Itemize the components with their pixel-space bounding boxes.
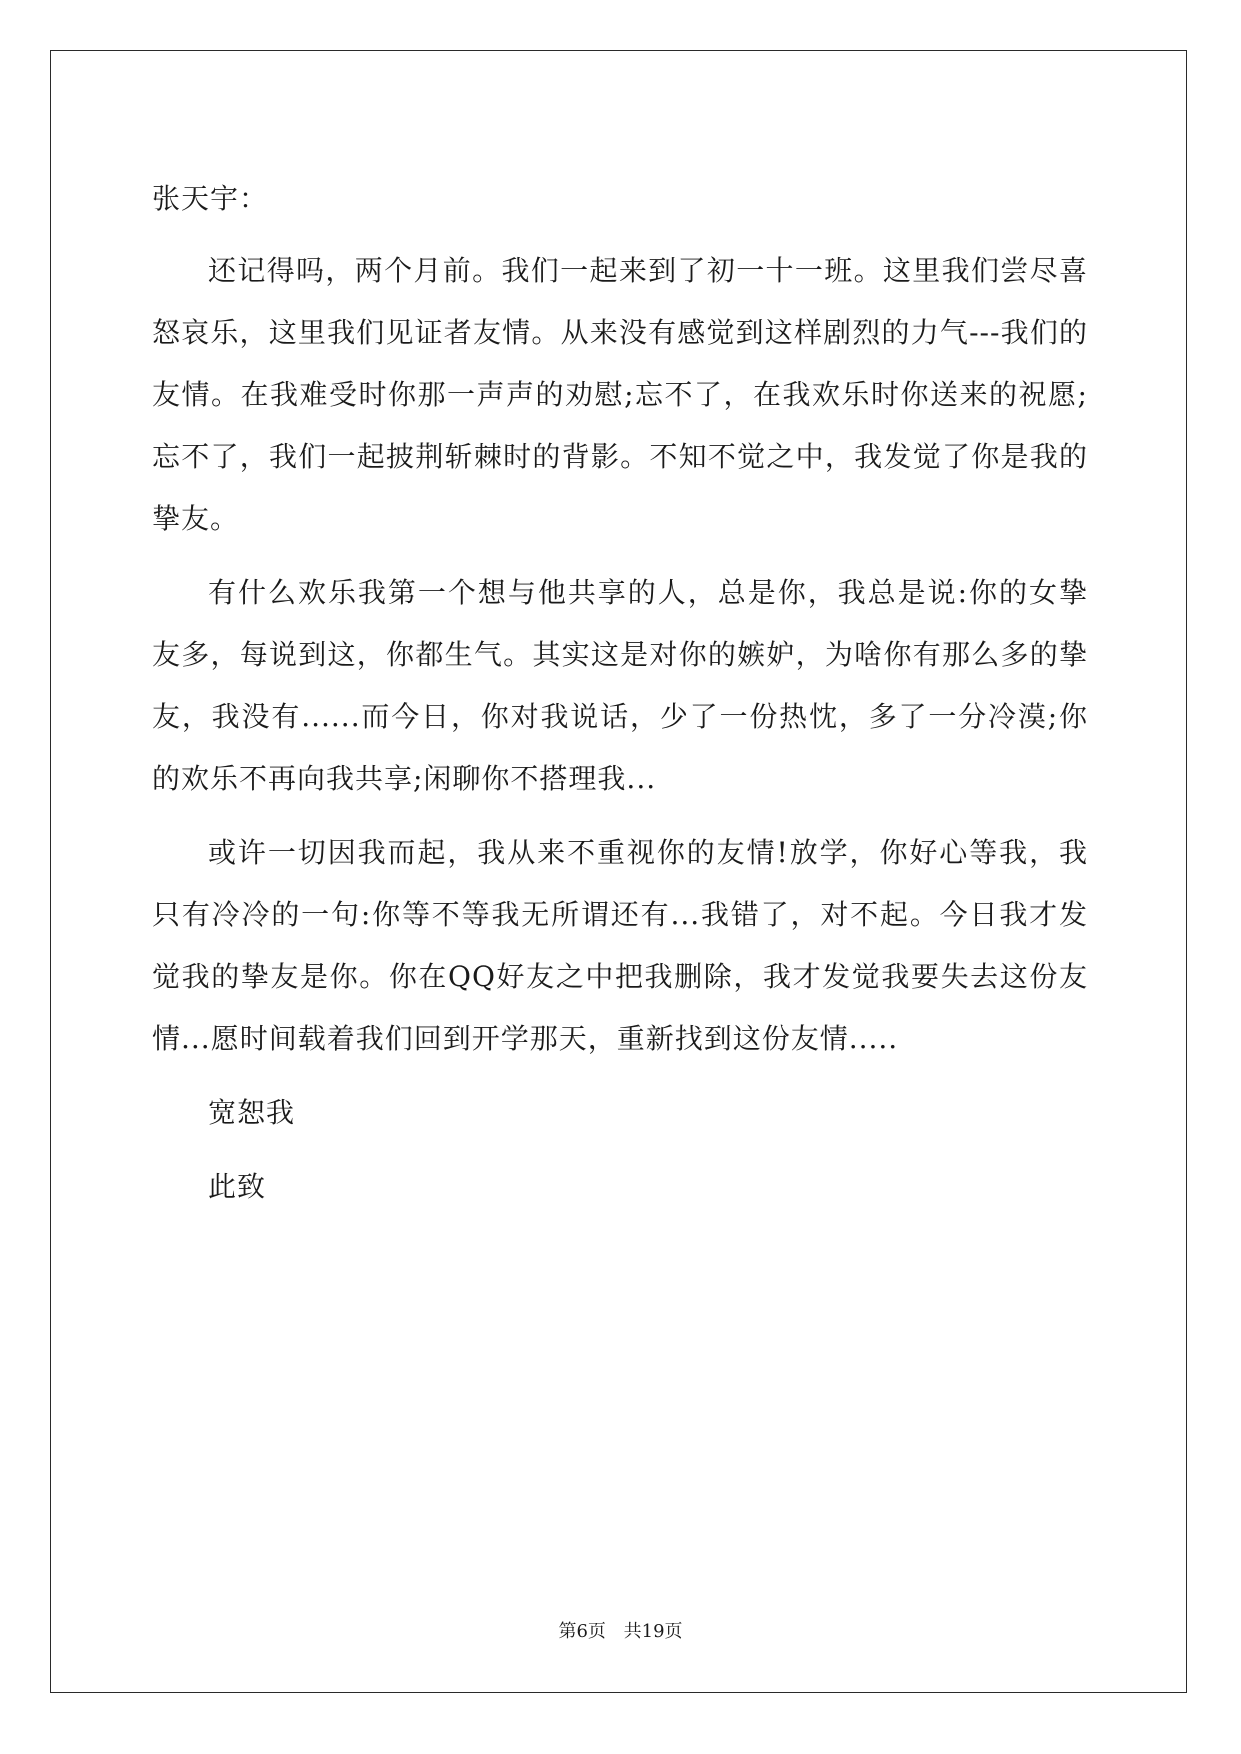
page-total: 共19页 bbox=[623, 1621, 683, 1642]
page-footer bbox=[0, 1617, 1241, 1643]
letter-closing-apology: 宽恕我 bbox=[208, 1096, 296, 1129]
letter-paragraph-1: 还记得吗，两个月前。我们一起来到了初一十一班。这里我们尝尽喜怒哀乐，这里我们见证者友情。从来没有感觉到这样剧烈的力气---我们的友情。在我难受时你那一声声的劝慰;忘不了，在我欢乐时你送来的祝愿;忘不了，我们一起披荆斩棘时的背影。不知不觉之中，我发觉了你是我的挚友。 bbox=[152, 254, 1088, 535]
letter-salutation: 张天宇： bbox=[152, 182, 269, 215]
letter-closing-salute: 此致 bbox=[208, 1170, 267, 1203]
letter-body bbox=[152, 168, 1088, 1230]
page-number: 第6页 bbox=[558, 1621, 606, 1642]
letter-paragraph-3: 或许一切因我而起，我从来不重视你的友情!放学，你好心等我，我只有冷冷的一句:你等不等我无所谓还有...我错了，对不起。今日我才发觉我的挚友是你。你在QQ好友之中把我删除，我才发觉我要失去这份友情...愿时间载着我们回到开学那天，重新找到这份友情..... bbox=[152, 836, 1088, 1055]
letter-paragraph-2: 有什么欢乐我第一个想与他共享的人，总是你，我总是说:你的女挚友多，每说到这，你都生气。其实这是对你的嫉妒，为啥你有那么多的挚友，我没有......而今日，你对我说话，少了一份热忱，多了一分冷漠;你的欢乐不再向我共享;闲聊你不搭理我... bbox=[152, 576, 1088, 795]
